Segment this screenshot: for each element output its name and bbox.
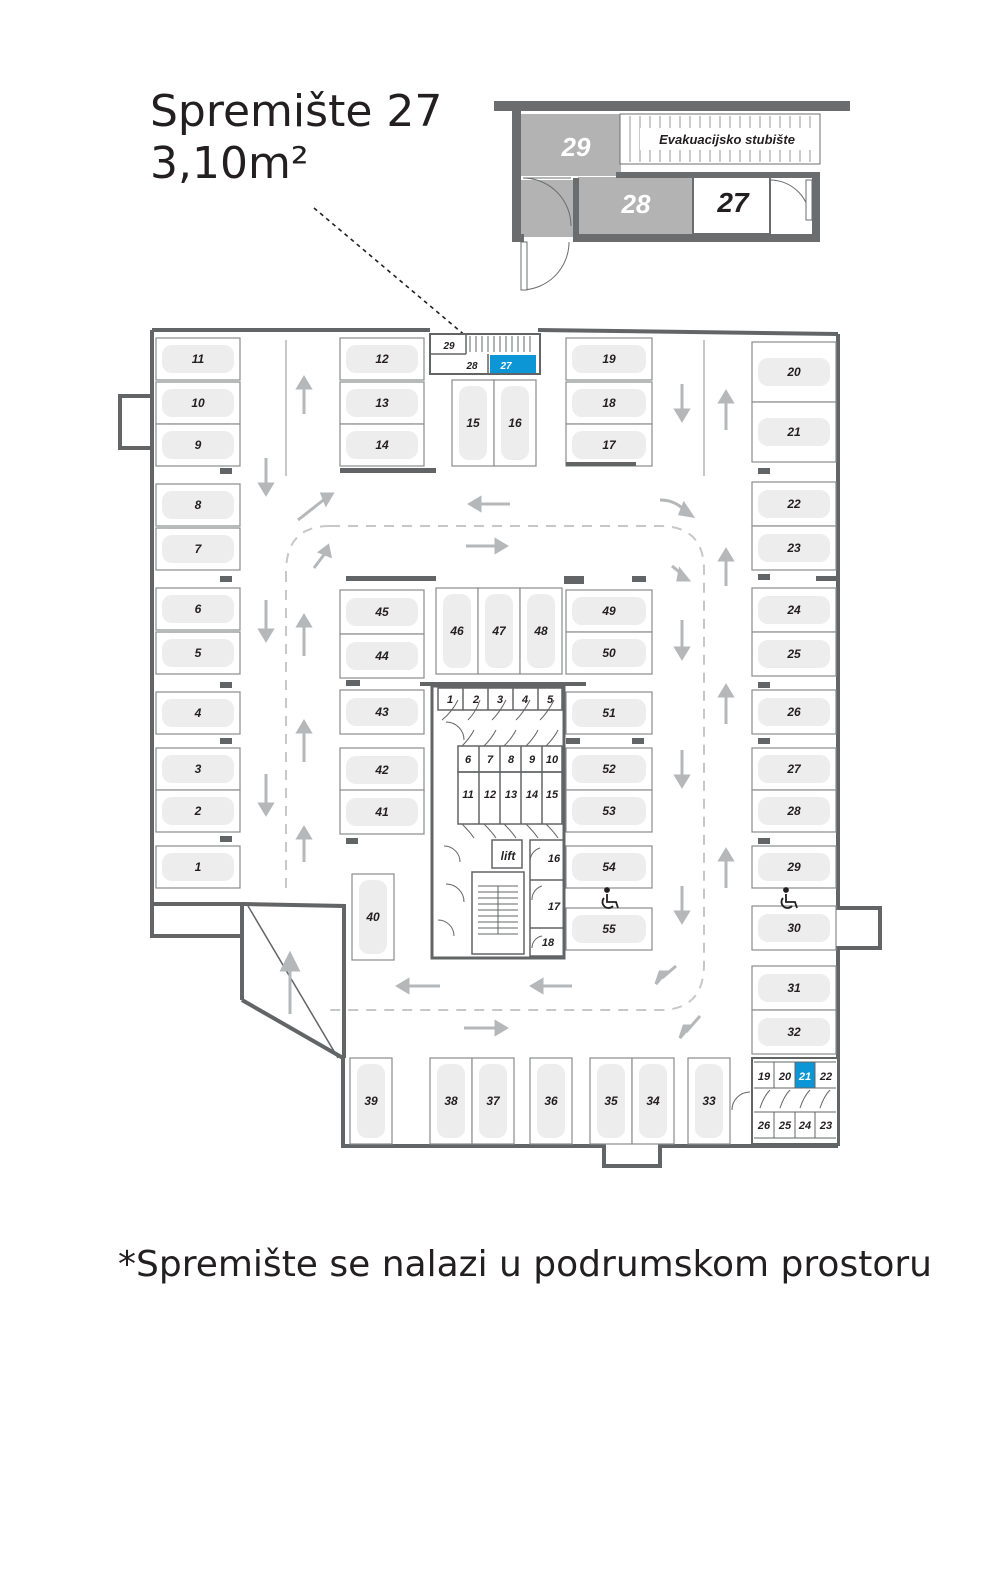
parking-bay-bottom-36 [530,1058,572,1144]
parking-bay-center-right-55 [566,908,652,950]
highlighted-storage-27 [490,355,536,373]
parking-bay-15 [452,380,494,466]
svg-text:53: 53 [602,804,616,818]
svg-text:2: 2 [194,804,202,818]
svg-text:50: 50 [602,646,616,660]
svg-text:32: 32 [787,1025,801,1039]
svg-text:46: 46 [450,624,464,638]
svg-text:6: 6 [194,602,202,616]
storage-15: 15 [545,789,559,801]
parking-bay-center-right-52 [566,748,652,790]
parking-bay-left-10 [156,382,240,424]
svg-text:8: 8 [194,498,202,512]
svg-text:31: 31 [787,981,801,995]
parking-bay-center-right-50 [566,632,652,674]
storage-br-19: 19 [757,1071,771,1083]
svg-text:26: 26 [787,705,801,719]
svg-text:39: 39 [364,1094,378,1108]
lift-label: lift [500,849,516,863]
storage-13: 13 [504,789,518,801]
svg-text:30: 30 [787,921,801,935]
storage-8: 8 [507,754,515,766]
plan-storage-28: 28 [466,361,478,372]
svg-text:54: 54 [602,860,616,874]
top-storage-block [430,334,540,374]
parking-bay-top-right-19 [566,338,652,380]
svg-text:20: 20 [787,365,801,379]
storage-area: 3,10m² [150,138,309,189]
inset-storage-27: 27 [717,187,749,218]
svg-text:52: 52 [602,762,616,776]
storage-9: 9 [528,754,536,766]
storage-17: 17 [547,901,561,913]
storage-10: 10 [545,754,559,766]
plan-storage-27: 27 [500,361,512,372]
svg-text:1: 1 [194,860,202,874]
storage-14: 14 [525,789,539,801]
svg-text:11: 11 [191,352,205,366]
svg-text:42: 42 [375,763,389,777]
parking-bay-40 [352,874,394,960]
svg-text:37: 37 [486,1094,500,1108]
storage-18: 18 [541,937,555,949]
parking-bay-top-right-18 [566,382,652,424]
svg-text:14: 14 [375,438,389,452]
accessible-icon [781,888,797,908]
plan-storage-29: 29 [443,341,455,352]
storage-br-22: 22 [819,1071,833,1083]
parking-bay-left-2 [156,790,240,832]
svg-text:44: 44 [375,649,389,663]
svg-text:5: 5 [194,646,202,660]
svg-text:47: 47 [492,624,506,638]
parking-bay-left-5 [156,632,240,674]
parking-bay-center-right-53 [566,790,652,832]
parking-bay-center-right-49 [566,590,652,632]
svg-text:18: 18 [602,396,616,410]
parking-bay-right-28 [752,790,836,832]
storage-name: Spremište 27 [150,86,443,137]
svg-text:21: 21 [787,425,801,439]
parking-bay-center-right-51 [566,692,652,734]
svg-text:9: 9 [194,438,202,452]
storage-br-23: 23 [819,1120,833,1132]
storage-br-26: 26 [757,1120,771,1132]
storage-br-25: 25 [778,1120,792,1132]
parking-bay-left-1 [156,846,240,888]
parking-bay-top-mid-12 [340,338,424,380]
svg-text:51: 51 [602,706,616,720]
parking-bay-right-21 [752,402,836,462]
svg-text:34: 34 [646,1094,660,1108]
svg-text:45: 45 [375,605,389,619]
parking-bay-center-left-41 [340,790,424,834]
parking-bay-center-right-54 [566,846,652,888]
parking-bay-center-top-48 [520,588,562,674]
parking-bay-center-left-45 [340,590,424,634]
parking-bay-center-top-46 [436,588,478,674]
inset-storage-28: 28 [621,189,651,219]
svg-text:29: 29 [787,860,801,874]
svg-text:15: 15 [466,416,480,430]
svg-text:10: 10 [191,396,205,410]
parking-bay-right-32 [752,1010,836,1054]
storage-16: 16 [547,853,561,865]
storage-2: 2 [472,694,480,706]
svg-text:3: 3 [194,762,202,776]
accessible-icon [602,888,618,908]
parking-bay-bottom-35 [590,1058,632,1144]
svg-text:33: 33 [702,1094,716,1108]
storage-br-21: 21 [798,1071,812,1083]
parking-bay-top-mid-14 [340,424,424,466]
parking-bay-right-30 [752,906,836,950]
parking-bay-right-27 [752,748,836,790]
svg-text:24: 24 [787,603,801,617]
parking-bay-top-mid-13 [340,382,424,424]
storage-br-20: 20 [778,1071,792,1083]
svg-text:38: 38 [444,1094,458,1108]
parking-bay-right-25 [752,632,836,676]
parking-bay-left-6 [156,588,240,630]
parking-bay-bottom-38 [430,1058,472,1144]
parking-bay-left-9 [156,424,240,466]
parking-bay-right-24 [752,588,836,632]
inset-storage-29: 29 [561,132,591,162]
parking-bay-center-top-47 [478,588,520,674]
storage-br-24: 24 [798,1120,812,1132]
parking-bay-bottom-34 [632,1058,674,1144]
parking-bay-bottom-37 [472,1058,514,1144]
parking-bay-right-31 [752,966,836,1010]
parking-bay-center-left-43 [340,690,424,734]
parking-bay-right-20 [752,342,836,402]
svg-text:7: 7 [194,542,202,556]
inset-stairs-label: Evakuacijsko stubište [659,132,795,147]
footnote: *Spremište se nalazi u podrumskom prostoru [118,1244,932,1285]
parking-bay-left-3 [156,748,240,790]
svg-text:12: 12 [375,352,389,366]
bottom-right-storage [732,1058,838,1144]
svg-text:19: 19 [602,352,616,366]
svg-text:23: 23 [787,541,801,555]
svg-text:35: 35 [604,1094,618,1108]
parking-bay-center-left-42 [340,748,424,792]
parking-bay-bottom-33 [688,1058,730,1144]
parking-bay-right-26 [752,690,836,734]
parking-bay-left-4 [156,692,240,734]
svg-text:22: 22 [787,497,801,511]
storage-6: 6 [464,754,472,766]
parking-bay-center-left-44 [340,634,424,678]
svg-text:17: 17 [602,438,616,452]
parking-bay-top-right-17 [566,424,652,466]
parking-bay-right-29 [752,846,836,888]
svg-text:27: 27 [787,762,801,776]
traffic-arrows [260,378,732,1038]
storage-11: 11 [462,789,474,801]
parking-bay-16 [494,380,536,466]
storage-7: 7 [486,754,494,766]
svg-text:55: 55 [602,922,616,936]
svg-text:41: 41 [375,805,389,819]
svg-text:28: 28 [787,804,801,818]
storage-5: 5 [546,694,554,706]
storage-1: 1 [446,694,454,706]
svg-text:13: 13 [375,396,389,410]
storage-3: 3 [496,694,504,706]
storage-12: 12 [483,789,497,801]
central-storage-labels [447,694,561,949]
parking-bay-right-23 [752,526,836,570]
parking-bay-left-8 [156,484,240,526]
parking-bay-left-7 [156,528,240,570]
svg-text:25: 25 [787,647,801,661]
parking-bay-left-11 [156,338,240,380]
storage-4: 4 [521,694,529,706]
svg-text:16: 16 [508,416,522,430]
svg-text:48: 48 [534,624,548,638]
central-core [420,682,566,958]
svg-text:40: 40 [366,910,380,924]
inset-plan [494,101,850,290]
parking-bay-bottom-39 [350,1058,392,1144]
parking-bay-right-22 [752,482,836,526]
svg-text:49: 49 [602,604,616,618]
svg-text:36: 36 [544,1094,558,1108]
svg-text:43: 43 [375,705,389,719]
leader-line [314,208,480,348]
svg-text:4: 4 [194,706,202,720]
